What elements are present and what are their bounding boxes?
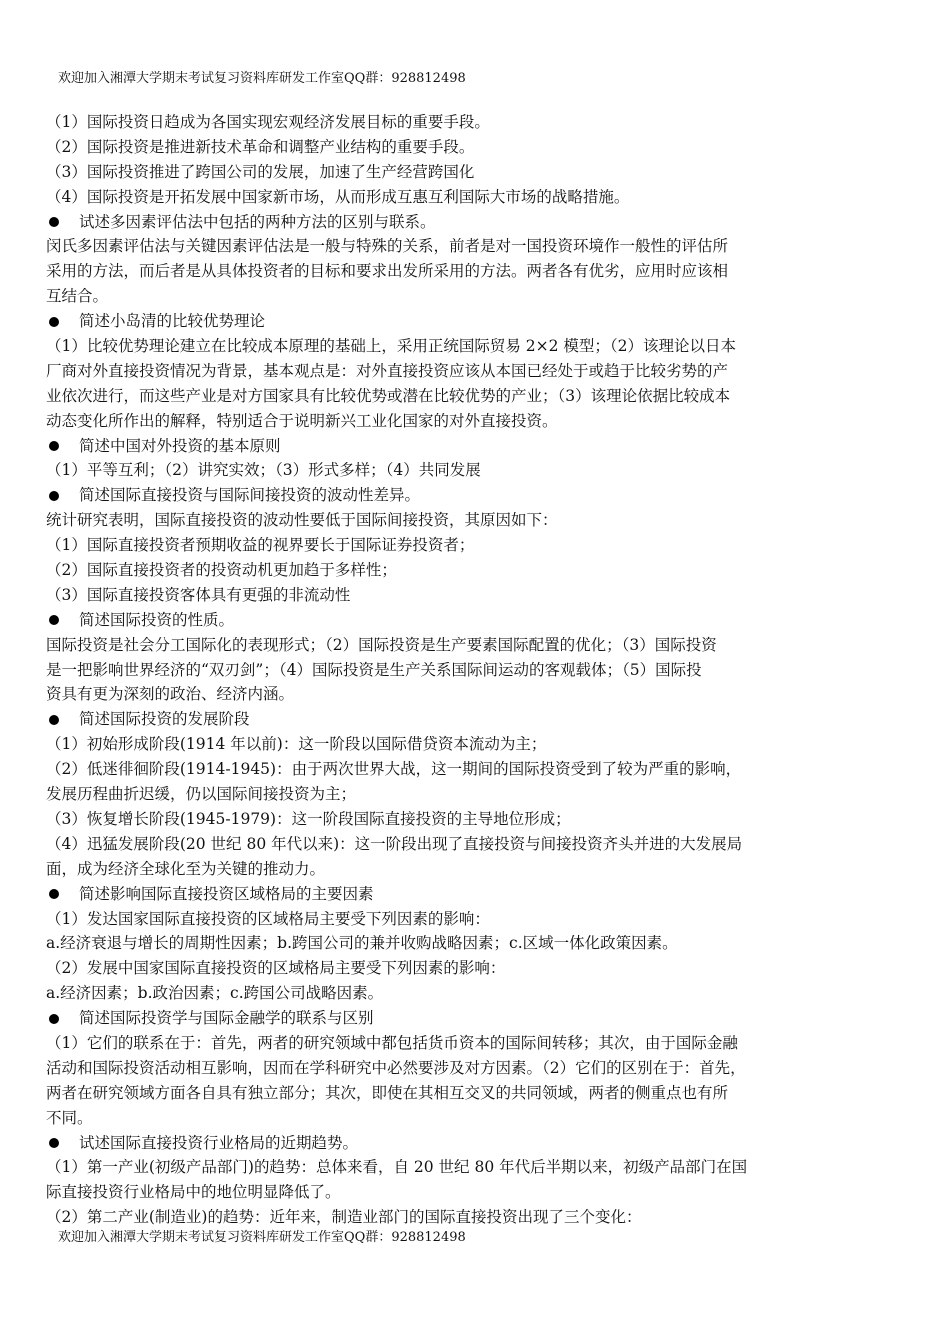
text-line: 采用的方法，而后者是从具体投资者的目标和要求出发所采用的方法。两者各有优劣，应用时应该相 [46, 262, 729, 281]
text-line: 际直接投资行业格局中的地位明显降低了。 [46, 1183, 341, 1202]
text-line: 互结合。 [46, 287, 109, 306]
text-line: （2）发展中国家国际直接投资的区域格局主要受下列因素的影响： [46, 959, 506, 978]
text-line: 国际投资是社会分工国际化的表现形式；（2）国际投资是生产要素国际配置的优化；（3）国际投资 [46, 635, 717, 654]
bullet-dot-icon [49, 1014, 59, 1024]
bullet-heading [46, 608, 910, 633]
bullet-heading [46, 309, 910, 334]
bullet-heading-text: 简述国际直接投资与国际间接投资的波动性差异。 [79, 486, 421, 505]
text-line: （2）国际投资是推进新技术革命和调整产业结构的重要手段。 [46, 137, 475, 156]
text-line: （1）第一产业(初级产品部门)的趋势：总体来看，自 20 世纪 80 年代后半期以来，初级产品部门在国 [46, 1158, 748, 1177]
text-line: （1）国际直接投资者预期收益的视界要长于国际证券投资者； [46, 536, 475, 555]
bullet-heading [46, 707, 910, 732]
text-line: （3）国际投资推进了跨国公司的发展，加速了生产经营跨国化 [46, 162, 475, 181]
text-line: 两者在研究领域方面各自具有独立部分；其次，即使在其相互交叉的共同领域，两者的侧重点也有所 [46, 1083, 729, 1102]
page-footer: 欢迎加入湘潭大学期末考试复习资料库研发工作室QQ群：928812498 [58, 1230, 466, 1245]
text-line: （4）迅猛发展阶段(20 世纪 80 年代以来)：这一阶段出现了直接投资与间接投资齐头并进的大发展局 [46, 834, 743, 853]
bullet-dot-icon [49, 889, 59, 899]
text-line: （1）初始形成阶段(1914 年以前)：这一阶段以国际借贷资本流动为主； [46, 735, 547, 754]
bullet-heading-text: 试述国际直接投资行业格局的近期趋势。 [79, 1133, 359, 1152]
text-line: （4）国际投资是开拓发展中国家新市场，从而形成互惠互利国际大市场的战略措施。 [46, 187, 630, 206]
text-line: 资具有更为深刻的政治、经济内涵。 [46, 685, 295, 704]
text-line: （2）低迷徘徊阶段(1914-1945)：由于两次世界大战，这一期间的国际投资受到了较为严重的影响， [46, 760, 742, 779]
text-line: 厂商对外直接投资情况为背景，基本观点是：对外直接投资应该从本国已经处于或趋于比较劣势的产 [46, 361, 729, 380]
bullet-heading [46, 882, 910, 907]
text-line: 面，成为经济全球化至为关键的推动力。 [46, 859, 326, 878]
text-line: （1）发达国家国际直接投资的区域格局主要受下列因素的影响： [46, 909, 490, 928]
text-line: （2）国际直接投资者的投资动机更加趋于多样性； [46, 561, 397, 580]
bullet-heading [46, 483, 910, 508]
bullet-heading-text: 简述国际投资的发展阶段 [79, 710, 250, 729]
text-line: 不同。 [46, 1108, 93, 1127]
text-line: 是一把影响世界经济的“双刃剑”；（4）国际投资是生产关系国际间运动的客观载体；（5）国际投 [46, 660, 702, 679]
text-line: （1）平等互利；（2）讲究实效；（3）形式多样；（4）共同发展 [46, 461, 481, 480]
document-body [46, 110, 910, 1230]
bullet-heading-text: 简述影响国际直接投资区域格局的主要因素 [79, 884, 374, 903]
text-line: （3）国际直接投资客体具有更强的非流动性 [46, 585, 351, 604]
text-line: 统计研究表明，国际直接投资的波动性要低于国际间接投资，其原因如下： [46, 511, 558, 530]
bullet-dot-icon [49, 491, 59, 501]
bullet-heading-text: 试述多因素评估法中包括的两种方法的区别与联系。 [79, 212, 436, 231]
text-line: 闵氏多因素评估法与关键因素评估法是一般与特殊的关系，前者是对一国投资环境作一般性的评估所 [46, 237, 729, 256]
text-line: 发展历程曲折迟缓，仍以国际间接投资为主； [46, 785, 357, 804]
bullet-heading-text: 简述中国对外投资的基本原则 [79, 436, 281, 455]
bullet-heading [46, 1131, 910, 1156]
text-line: 活动和国际投资活动相互影响，因而在学科研究中必然要涉及对方因素。（2）它们的区别在于：首先， [46, 1058, 746, 1077]
bullet-dot-icon [49, 615, 59, 625]
text-line: （1）它们的联系在于：首先，两者的研究领域中都包括货币资本的国际间转移；其次，由于国际金融 [46, 1033, 738, 1052]
bullet-heading [46, 434, 910, 459]
bullet-dot-icon [49, 441, 59, 451]
bullet-heading [46, 1006, 910, 1031]
text-line: （2）第二产业(制造业)的趋势：近年来，制造业部门的国际直接投资出现了三个变化： [46, 1208, 642, 1227]
text-line: a.经济衰退与增长的周期性因素；b.跨国公司的兼并收购战略因素；c.区域一体化政策因素。 [46, 934, 678, 953]
bullet-heading-text: 简述国际投资的性质。 [79, 610, 235, 629]
bullet-heading-text: 简述国际投资学与国际金融学的联系与区别 [79, 1009, 374, 1028]
bullet-dot-icon [49, 715, 59, 725]
bullet-dot-icon [49, 217, 59, 227]
text-line: （1）国际投资日趋成为各国实现宏观经济发展目标的重要手段。 [46, 113, 490, 131]
text-line: （3）恢复增长阶段(1945-1979)：这一阶段国际直接投资的主导地位形成； [46, 809, 571, 828]
text-line: 业依次进行，而这些产业是对方国家具有比较优势或潜在比较优势的产业；（3）该理论依据比较成本 [46, 386, 731, 405]
page-header: 欢迎加入湘潭大学期末考试复习资料库研发工作室QQ群：928812498 [58, 71, 466, 86]
text-line: 动态变化所作出的解释，特别适合于说明新兴工业化国家的对外直接投资。 [46, 411, 558, 430]
bullet-dot-icon [49, 1138, 59, 1148]
text-line: a.经济因素；b.政治因素；c.跨国公司战略因素。 [46, 984, 384, 1003]
bullet-heading-text: 简述小岛清的比较优势理论 [79, 312, 266, 331]
bullet-dot-icon [49, 317, 59, 327]
text-line: （1）比较优势理论建立在比较成本原理的基础上，采用正统国际贸易 2×2 模型；（2）该理论以日本 [46, 337, 737, 356]
bullet-heading [46, 210, 910, 235]
